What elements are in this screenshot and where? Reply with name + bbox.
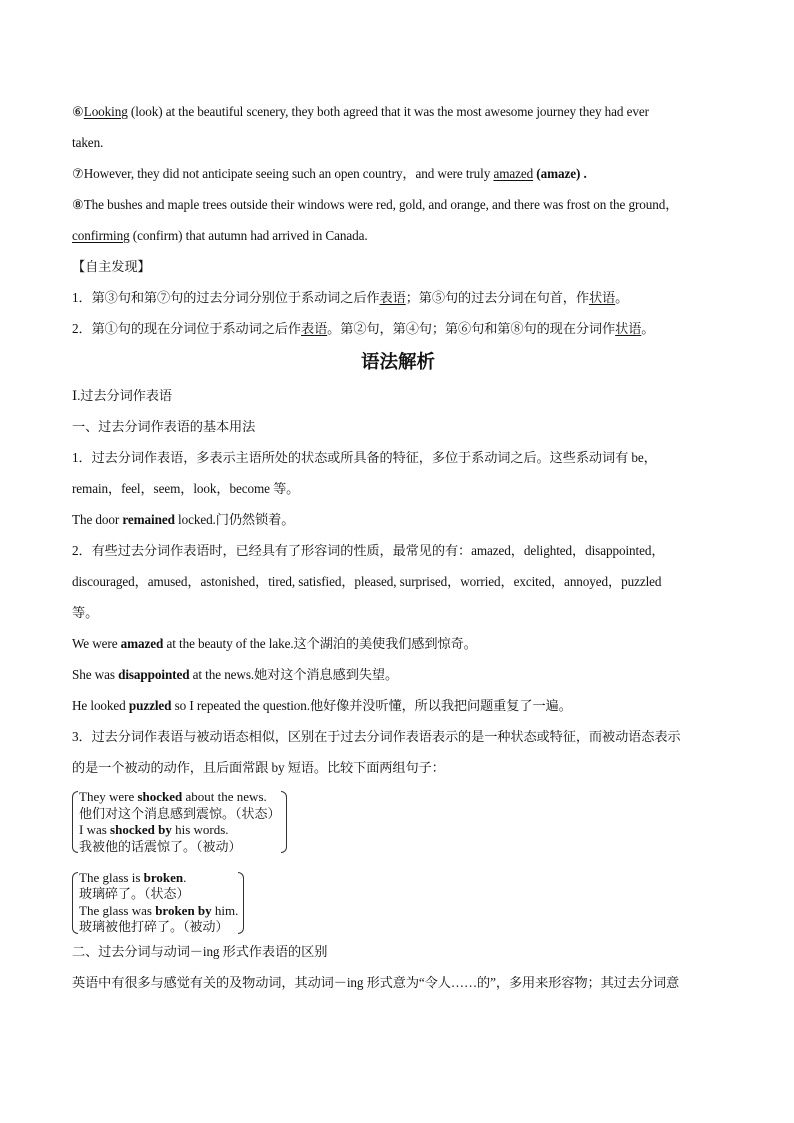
comparison-line: The glass was broken by him. [79,902,239,918]
example-sentence-6: ⑥Looking (look) at the beautiful scenery, they both agreed that it was the most awesome journey they had ever [72,104,649,119]
right-bracket [238,872,244,934]
comparison-line: 玻璃被他打碎了。（被动） [79,919,229,934]
rule-1-line-2: remain，feel，seem，look，become 等。 [72,481,300,496]
example-disappointed: She was disappointed at the news.她对这个消息感到失望。 [72,667,399,682]
example-sentence-8-cont: confirming (confirm) that autumn had arrived in Canada. [72,228,368,243]
section-title: 语法解析 [360,352,435,373]
answer-biaoyu: 表语 [379,290,406,305]
comparison-group-broken [72,870,244,936]
part-heading: Ⅰ.过去分词作表语 [72,388,172,403]
comparison-line: The glass is broken. [79,869,187,885]
example-sentence-8: ⑧The bushes and maple trees outside their windows were red, gold, and orange, and there was frost on the ground， [72,197,679,212]
example-sentence-7: ⑦However, they did not anticipate seeing such an open country，and were truly amazed (amaze) . [72,166,587,181]
discovery-item-1: 1．第③句和第⑦句的过去分词分别位于系动词之后作表语；第⑤句的过去分词在句首，作状语。 [72,290,629,305]
circled-number: ⑥ [72,104,84,119]
comparison-group-shocked [72,789,287,855]
answer-zhuangyu: 状语 [588,290,616,305]
answer-amazed: amazed [493,166,534,181]
rule-2-line-1: 2．有些过去分词作表语时，已经具有了形容词的性质，最常见的有：amazed，delighted，disappointed， [72,543,665,558]
subsection-heading-2: 二、过去分词与动词－ing 形式作表语的区别 [72,944,328,959]
comparison-line: They were shocked about the news. [79,789,267,804]
right-bracket [281,791,287,853]
example-puzzled: He looked puzzled so I repeated the question.他好像并没听懂，所以我把问题重复了一遍。 [72,698,572,713]
rule-1-line-1: 1．过去分词作表语，多表示主语所处的状态或所具备的特征，多位于系动词之后。这些系动词有 be， [72,450,657,465]
answer-biaoyu: 表语 [300,321,328,336]
comparison-line: 他们对这个消息感到震惊。（状态） [79,805,281,821]
answer-zhuangyu: 状语 [615,321,642,336]
discovery-item-2: 2．第①句的现在分词位于系动词之后作表语。第②句，第④句；第⑥句和第⑧句的现在分词作状语。 [72,321,655,336]
rule-3-line-1: 3．过去分词作表语与被动语态相似，区别在于过去分词作表语表示的是一种状态或特征，而被动语态表示 [72,729,681,744]
left-bracket [72,791,78,853]
left-bracket [72,872,78,934]
example-door: The door remained locked.门仍然锁着。 [72,512,295,527]
comparison-line: 我被他的话震惊了。（被动） [79,838,242,854]
paragraph-ing-vs-ed: 英语中有很多与感觉有关的及物动词，其动词－ing 形式意为“令人……的”，多用来形容物；其过去分词意 [72,975,680,990]
example-amazed: We were amazed at the beauty of the lake.这个湖泊的美使我们感到惊奇。 [72,636,477,651]
example-sentence-6-cont: taken. [72,135,104,150]
rule-2-line-2: discouraged，amused，astonished，tired, satisfied，pleased, surprised，worried，excited，annoyed，puzzled [72,574,662,589]
rule-3-line-2: 的是一个被动的动作，且后面常跟 by 短语。比较下面两组句子： [72,760,445,775]
answer-looking: Looking [83,104,128,119]
subsection-heading-1: 一、过去分词作表语的基本用法 [72,419,256,434]
discovery-heading: 【自主发现】 [72,259,151,274]
comparison-line: I was shocked by his words. [79,822,229,837]
document-page [72,96,724,998]
comparison-line: 玻璃碎了。（状态） [79,886,190,901]
rule-2-line-3: 等。 [72,605,99,620]
answer-confirming: confirming [72,228,130,243]
